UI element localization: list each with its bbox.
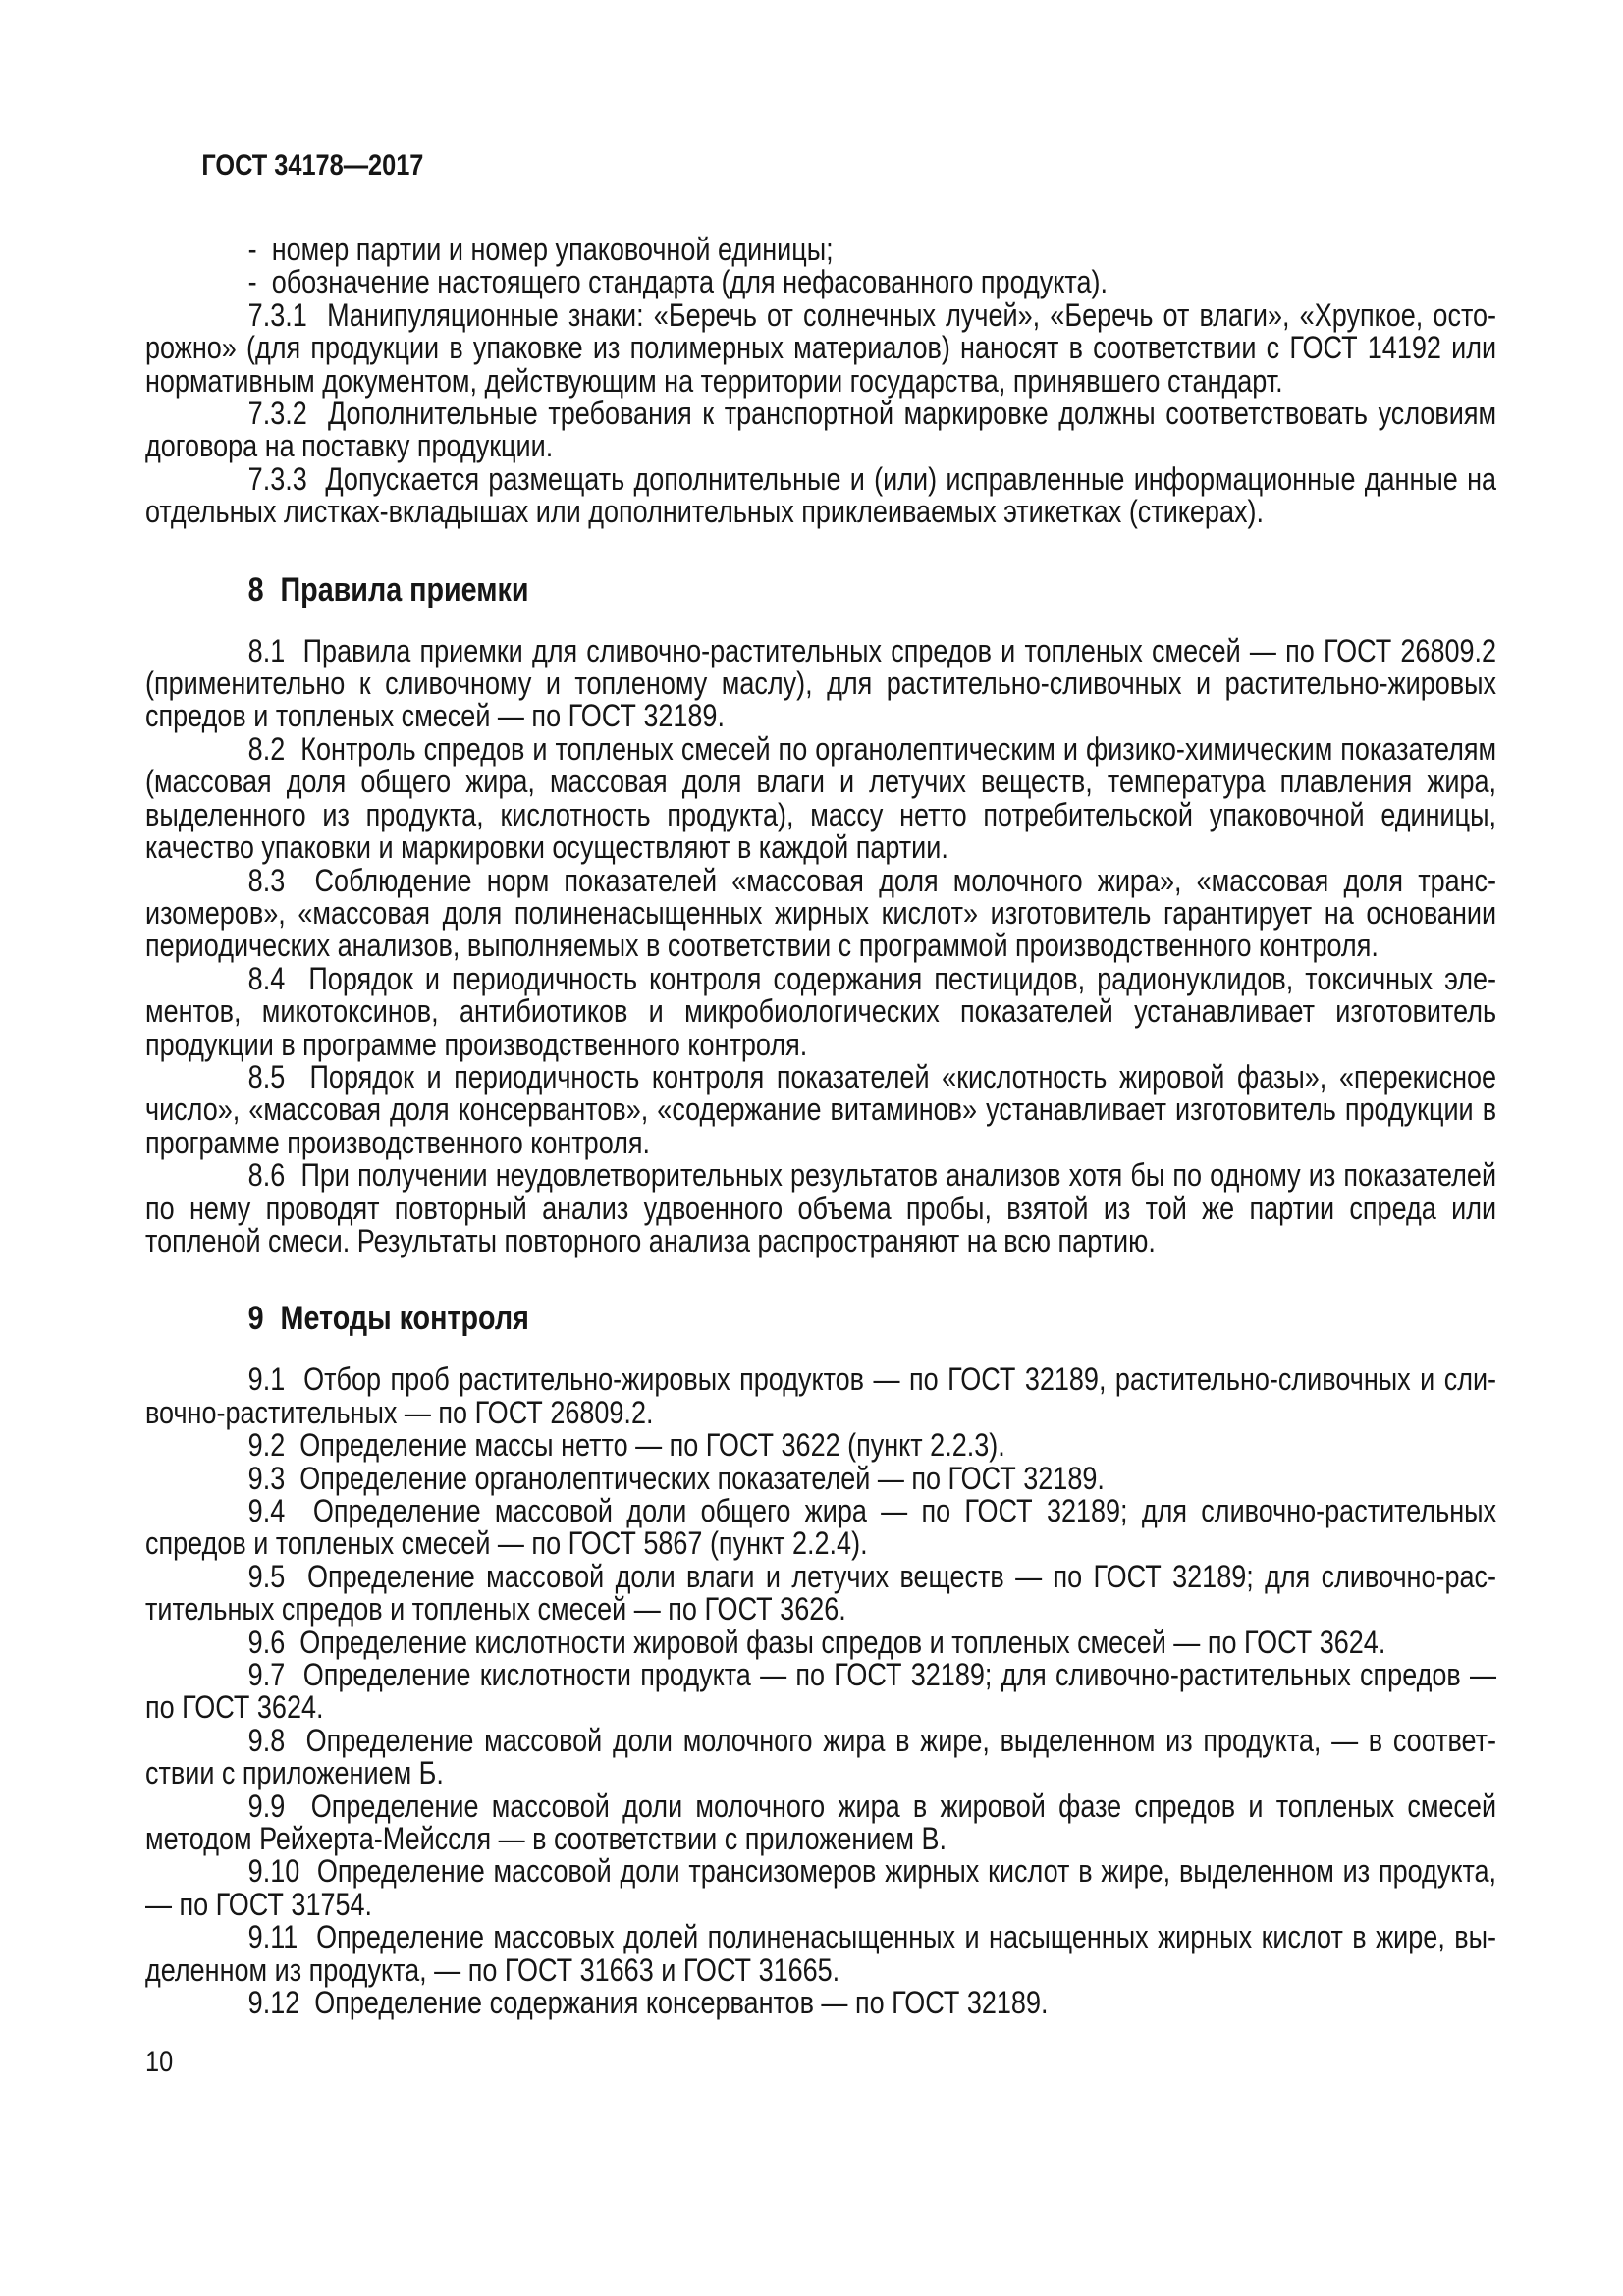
clause-8-3: 8.3 Соблюдение норм показателей «массовая доля молочного жира», «массовая доля трансизомеров», «массовая доля полиненасыщенных жирных кислот» изготовитель гарантирует на основании периодических анализов, выполняемых в соответствии с программой производственного контроля. [145, 862, 1497, 964]
list-item-batch-number: - номер партии и номер упаковочной единицы; [247, 232, 834, 267]
clause-8-5: 8.5 Порядок и периодичность контроля показателей «кислотность жировой фазы», «перекисное число», «массовая доля консервантов», «содержание витаминов» устанавливает изготовитель продукции в программе производственного контроля. [145, 1058, 1497, 1160]
clause-9-3: 9.3 Определение органолептических показателей — по ГОСТ 32189. [247, 1460, 1105, 1496]
clause-9-4: 9.4 Определение массовой доли общего жира — по ГОСТ 32189; для сливочно-растительных спредов и топленых смесей — по ГОСТ 5867 (пункт 2.2.4). [145, 1493, 1497, 1562]
section-9-number: 9 [247, 1300, 264, 1338]
clause-9-9: 9.9 Определение массовой доли молочного жира в жировой фазе спредов и топленых смесей методом Рейхерта-Мейссля — в соответствии с приложением В. [145, 1788, 1497, 1857]
clause-9-11: 9.11 Определение массовых долей полиненасыщенных и насыщенных жирных кислот в жире, выделенном из продукта, — по ГОСТ 31663 и ГОСТ 31665. [145, 1919, 1497, 1988]
clause-9-12: 9.12 Определение содержания консервантов — по ГОСТ 32189. [247, 1985, 1049, 2021]
clause-8-2: 8.2 Контроль спредов и топленых смесей по органолептическим и физико-химическим показателям (массовая доля общего жира, массовая доля влаги и летучих веществ, температура плавления жира, выделенного из продукта, кислотность продукта), массу нетто потребительской упаковочной единицы, качество упаковки и маркировки осуществляют в каждой партии. [145, 730, 1497, 866]
clause-8-1: 8.1 Правила приемки для сливочно-растительных спредов и топленых смесей — по ГОСТ 26809.2 (применительно к сливочному и топленому маслу), для растительно-сливочных и растительно-жировых спредов и топленых смесей — по ГОСТ 32189. [145, 632, 1497, 734]
clause-9-1: 9.1 Отбор проб растительно-жировых продуктов — по ГОСТ 32189, растительно-сливочных и сливочно-растительных — по ГОСТ 26809.2. [145, 1362, 1497, 1430]
clause-9-7: 9.7 Определение кислотности продукта — по ГОСТ 32189; для сливочно-растительных спредов — по ГОСТ 3624. [145, 1657, 1497, 1726]
clause-8-6: 8.6 При получении неудовлетворительных результатов анализов хотя бы по одному из показателей по нему проводят повторный анализ удвоенного объема пробы, взятой из той же партии спреда или топленой смеси. Результаты повторного анализа распространяют на всю партию. [145, 1157, 1497, 1258]
clause-9-10: 9.10 Определение массовой доли трансизомеров жирных кислот в жире, выделенном из продукта, — по ГОСТ 31754. [145, 1853, 1497, 1922]
list-item-standard-designation: - обозначение настоящего стандарта (для нефасованного продукта). [247, 264, 1108, 300]
clause-8-4: 8.4 Порядок и периодичность контроля содержания пестицидов, радионуклидов, токсичных элементов, микотоксинов, антибиотиков и микробиологических показателей устанавливает изготовитель продукции в программе производственного контроля. [145, 960, 1497, 1062]
clause-7-3-1: 7.3.1 Манипуляционные знаки: «Беречь от солнечных лучей», «Беречь от влаги», «Хрупкое, осторожно» (для продукции в упаковке из полимерных материалов) наносят в соответствии с ГОСТ 14192 или нормативным документом, действующим на территории государства, принявшего стандарт. [145, 296, 1497, 399]
clause-9-8: 9.8 Определение массовой доли молочного жира в жире, выделенном из продукта, — в соответствии с приложением Б. [145, 1722, 1497, 1791]
clause-9-6: 9.6 Определение кислотности жировой фазы спредов и топленых смесей — по ГОСТ 3624. [247, 1624, 1386, 1660]
section-9-title: Методы контроля [280, 1300, 529, 1338]
clause-7-3-3: 7.3.3 Допускается размещать дополнительные и (или) исправленные информационные данные на отдельных листках-вкладышах или дополнительных приклеиваемых этикетках (стикерах). [145, 460, 1497, 530]
page-number: 10 [145, 2045, 174, 2078]
section-9-heading [145, 1299, 1496, 1338]
clause-7-3-2: 7.3.2 Дополнительные требования к транспортной маркировке должны соответствовать условиям договора на поставку продукции. [145, 396, 1497, 464]
clause-9-2: 9.2 Определение массы нетто — по ГОСТ 3622 (пункт 2.2.3). [247, 1427, 1005, 1464]
section-8-number: 8 [247, 570, 264, 609]
section-8-heading [145, 570, 1496, 610]
document-content [145, 148, 1496, 2079]
section-8-title: Правила приемки [280, 570, 529, 609]
running-header-standard-designation: ГОСТ 34178—2017 [201, 149, 424, 182]
clause-9-5: 9.5 Определение массовой доли влаги и летучих веществ — по ГОСТ 32189; для сливочно-растительных спредов и топленых смесей — по ГОСТ 3626. [145, 1558, 1497, 1628]
